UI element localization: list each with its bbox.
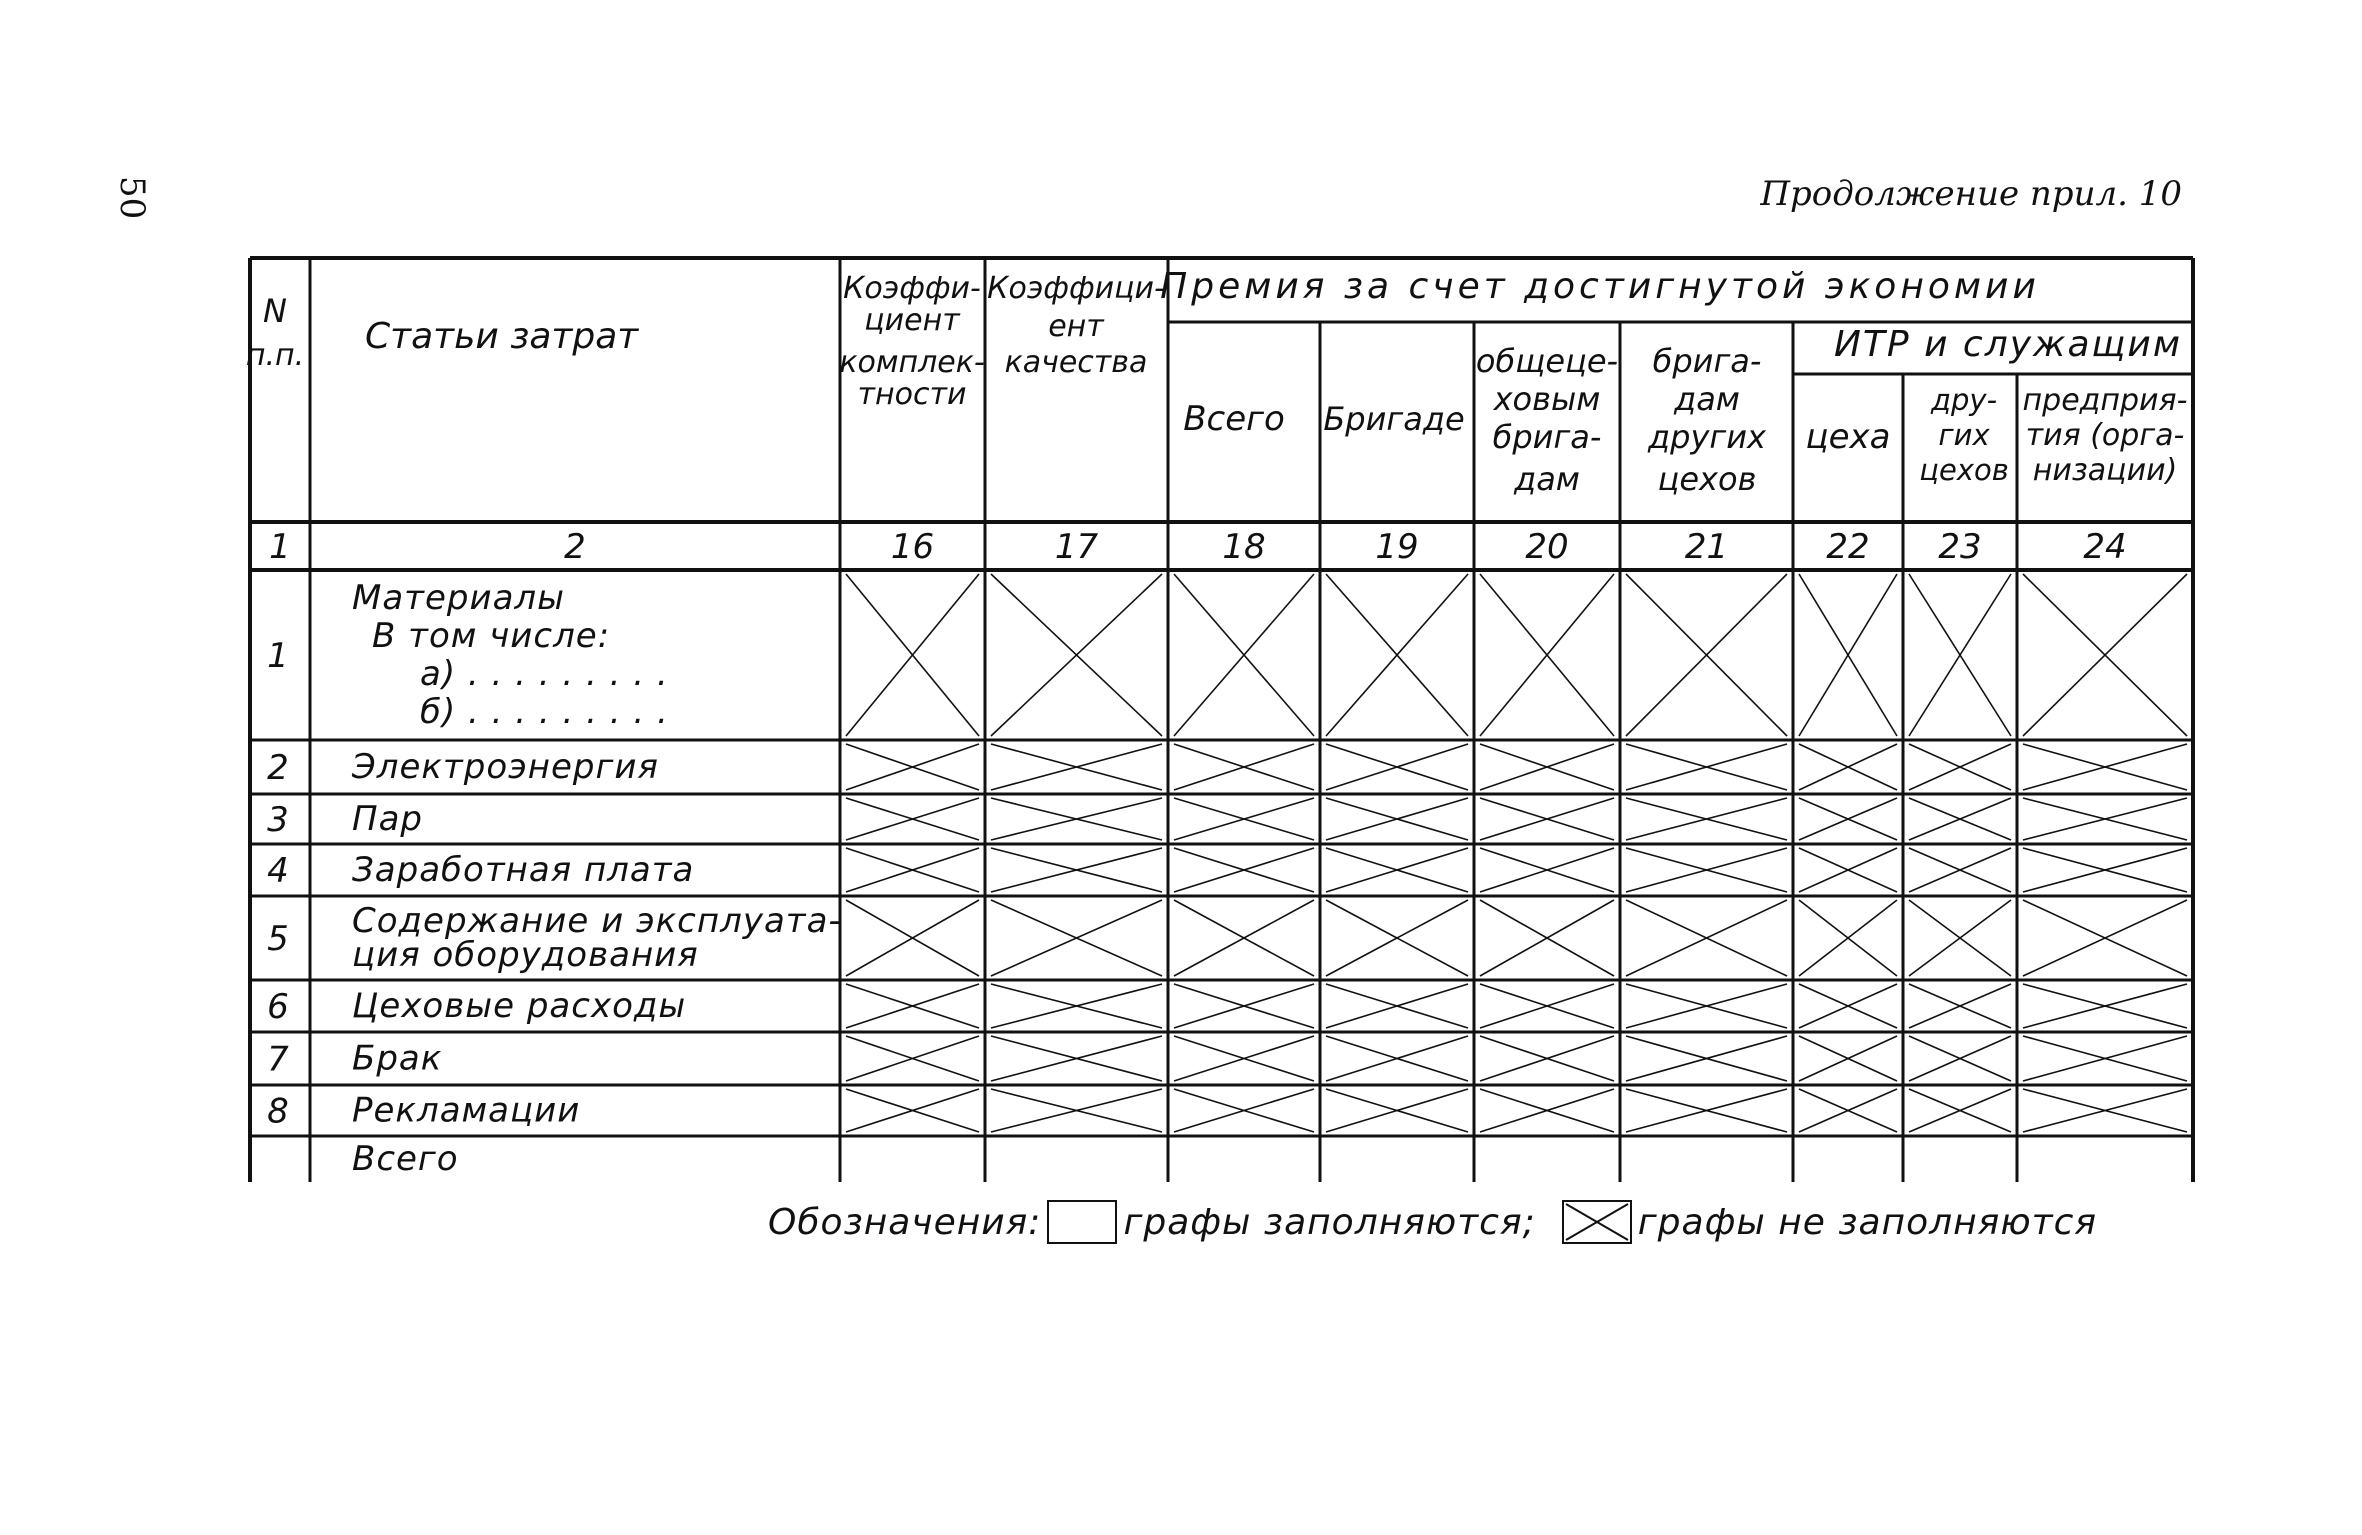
header-coef-completeness-line: Коэффи- — [843, 271, 981, 306]
header-other-shops — [1919, 383, 2009, 487]
row-number: 1 — [267, 636, 289, 676]
row-label: ция оборудования — [352, 935, 699, 975]
header-coef-quality-line: ент — [1048, 309, 1104, 344]
header-coef-completeness-line: тности — [857, 377, 967, 412]
column-number: 21 — [1684, 527, 1729, 567]
row-label: Материалы — [352, 578, 565, 618]
legend-label: Обозначения: — [768, 1201, 1042, 1243]
row-label: Электроэнергия — [352, 747, 659, 787]
header-shop-brigades-line: ховым — [1493, 380, 1601, 418]
column-number: 24 — [2083, 527, 2127, 567]
header-coef-quality — [987, 271, 1165, 380]
row-number: 6 — [267, 987, 289, 1027]
header-other-shops-line: дру- — [1930, 383, 1998, 417]
legend-filled-text: графы заполняются; — [1123, 1201, 1536, 1243]
row-number: 8 — [267, 1091, 289, 1132]
header-articles: Статьи затрат — [365, 316, 639, 357]
header-shop-brigades-line: дам — [1514, 460, 1580, 498]
row-number: 2 — [267, 748, 289, 788]
header-shop-brigades — [1476, 342, 1618, 498]
header-other-shops-line: гих — [1938, 418, 1990, 452]
header-other-brigades-line: цехов — [1657, 460, 1757, 498]
column-number: 18 — [1222, 527, 1266, 567]
header-enterprise — [2023, 383, 2188, 488]
row-number: 7 — [267, 1039, 289, 1080]
header-enterprise-line: предприя- — [2022, 383, 2188, 418]
row-label: Цеховые расходы — [352, 986, 687, 1026]
header-other-shops-line: цехов — [1919, 453, 2009, 487]
header-coef-completeness-line: комплек- — [839, 345, 985, 380]
column-number: 2 — [564, 527, 586, 567]
table-body — [267, 578, 842, 1179]
header-itr-group: ИТР и служащим — [1834, 324, 2182, 365]
empty-cell-swatch — [1047, 1200, 1117, 1244]
header-bonus-group: Премия за счет достигнутой экономии — [1160, 266, 2040, 307]
column-numbers-row — [269, 527, 2126, 567]
header-coef-completeness-line: циент — [864, 303, 960, 338]
header-enterprise-line: низации) — [2032, 453, 2178, 488]
row-label: В том числе: — [372, 616, 611, 656]
header-shop-brigades-line: брига- — [1492, 418, 1602, 456]
row-label: б) . . . . . . . . . — [420, 692, 669, 732]
row-number: 5 — [267, 919, 289, 959]
row-label: Брак — [352, 1038, 443, 1079]
header-brigade: Бригаде — [1323, 400, 1465, 438]
header-n-pp-2: п.п. — [245, 338, 305, 373]
header-coef-quality-line: Коэффици- — [987, 271, 1165, 306]
row-label: а) . . . . . . . . . — [420, 654, 669, 694]
page-number: 50 — [112, 176, 152, 220]
header-coef-completeness — [839, 271, 984, 412]
header-other-brigades — [1647, 342, 1767, 498]
row-label: Заработная плата — [352, 850, 695, 890]
continuation-caption: Продолжение прил. 10 — [1760, 174, 2182, 214]
column-number: 17 — [1054, 527, 1099, 567]
row-number: 4 — [267, 851, 289, 891]
header-total: Всего — [1183, 399, 1285, 439]
column-number: 20 — [1525, 527, 1569, 567]
header-other-brigades-line: брига- — [1652, 342, 1762, 380]
legend-not-filled-text: графы не заполняются — [1637, 1201, 2098, 1243]
row-number: 3 — [267, 800, 289, 840]
crossed-cell-swatch — [1562, 1200, 1632, 1244]
column-number: 22 — [1826, 527, 1870, 567]
header-n-pp-1: N — [263, 292, 287, 330]
row-label: Содержание и эксплуата- — [352, 901, 842, 941]
column-number: 19 — [1375, 527, 1419, 567]
header-other-brigades-line: дам — [1674, 380, 1740, 418]
header-other-brigades-line: других — [1648, 418, 1766, 456]
legend — [768, 1200, 2097, 1244]
cross-icon — [1564, 1202, 1630, 1242]
row-label: Пар — [352, 799, 423, 839]
header-shop: цеха — [1805, 417, 1891, 457]
header-enterprise-line: тия (орга- — [2025, 418, 2185, 453]
row-label: Рекламации — [352, 1090, 581, 1131]
header-coef-quality-line: качества — [1004, 345, 1148, 380]
column-number: 1 — [269, 527, 291, 567]
column-number: 16 — [890, 527, 935, 567]
header-shop-brigades-line: общеце- — [1475, 342, 1619, 380]
row-label: Всего — [352, 1139, 459, 1179]
column-number: 23 — [1938, 527, 1982, 567]
